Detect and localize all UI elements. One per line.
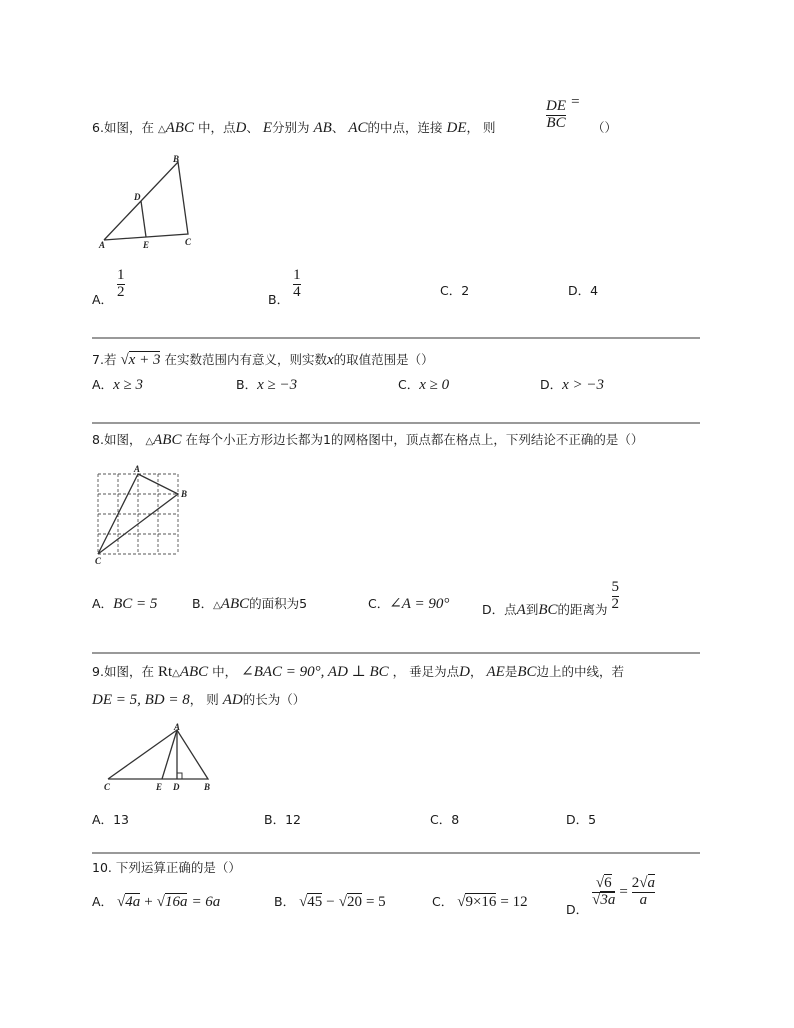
q6-stem: 6.如图，在 △ABC 中，点D、 E分别为 AB、 AC的中点，连接 DE， 则 [92,120,496,136]
q6-label-c: C [185,237,192,247]
q8-option-c[interactable]: C．∠A = 90° [368,596,450,612]
q6-option-a[interactable]: A． $\frac{1}{2}$ [92,267,125,307]
q7-option-a[interactable]: A．x ≥ 3 [92,377,143,393]
q8-label-b: B [181,489,188,499]
q9-figure [100,722,224,794]
q6-label-d: D [134,192,141,202]
q10-option-d[interactable]: D． $\frac{√6}{√3a}$ = $\frac{2√a}{a}$ [566,875,656,917]
divider [92,422,700,424]
q9-label-e: E [156,782,163,792]
q6-label-a: A [99,240,106,250]
q9-label-c: C [104,782,111,792]
q9-stem-line2: DE = 5, BD = 8， 则 AD的长为（） [92,692,306,708]
q9-label-d: D [173,782,180,792]
q7-stem: 7.若 √x + 3 在实数范围内有意义，则实数x的取值范围是（） [92,352,434,368]
q9-stem-line1: 9.如图，在 Rt△ABC 中， ∠BAC = 90°, AD ⊥ BC ， 垂足为点D， AE是BC边上的中线，若 [92,664,625,680]
q7-option-d[interactable]: D．x > −3 [540,377,605,393]
divider [92,652,700,654]
q10-option-c[interactable]: C． √9×16 = 12 [432,894,528,910]
q8-label-c: C [95,556,102,566]
q8-option-b[interactable]: B．△ABC的面积为5 [192,596,308,612]
q9-label-a: A [174,722,181,732]
q6-option-b[interactable]: B． $\frac{1}{4}$ [268,267,301,307]
q6-label-b: B [173,154,180,164]
q10-option-b[interactable]: B． √45 − √20 = 5 [274,894,386,910]
q10-option-a[interactable]: A． √4a + √16a = 6a [92,894,221,910]
q6-paren: （） [592,120,618,135]
q7-option-b[interactable]: B．x ≥ −3 [236,377,298,393]
divider [92,852,700,854]
q8-option-d[interactable]: D．点A到BC的距离为 $\frac{5}{2}$ [482,579,619,618]
q8-grid-figure [92,462,192,566]
q9-option-d[interactable]: D．5 [566,812,597,827]
q9-option-a[interactable]: A．13 [92,812,129,827]
q9-option-c[interactable]: C．8 [430,812,460,827]
q8-label-a: A [134,464,141,474]
q6-ratio: $\frac{DE}{BC}$ = [546,94,580,131]
q6-figure [96,152,200,252]
q9-option-b[interactable]: B．12 [264,812,301,827]
divider [92,337,700,339]
q6-label-e: E [143,240,150,250]
q8-option-a[interactable]: A．BC = 5 [92,596,158,612]
q6-option-c[interactable]: C．2 [440,283,470,298]
q9-label-b: B [204,782,211,792]
q8-stem: 8.如图， △ABC 在每个小正方形边长都为1的网格图中，顶点都在格点上，下列结论不正确的是（） [92,432,644,448]
q6-option-d[interactable]: D．4 [568,283,599,298]
q10-stem: 10. 下列运算正确的是（） [92,860,241,875]
q7-option-c[interactable]: C．x ≥ 0 [398,377,450,393]
